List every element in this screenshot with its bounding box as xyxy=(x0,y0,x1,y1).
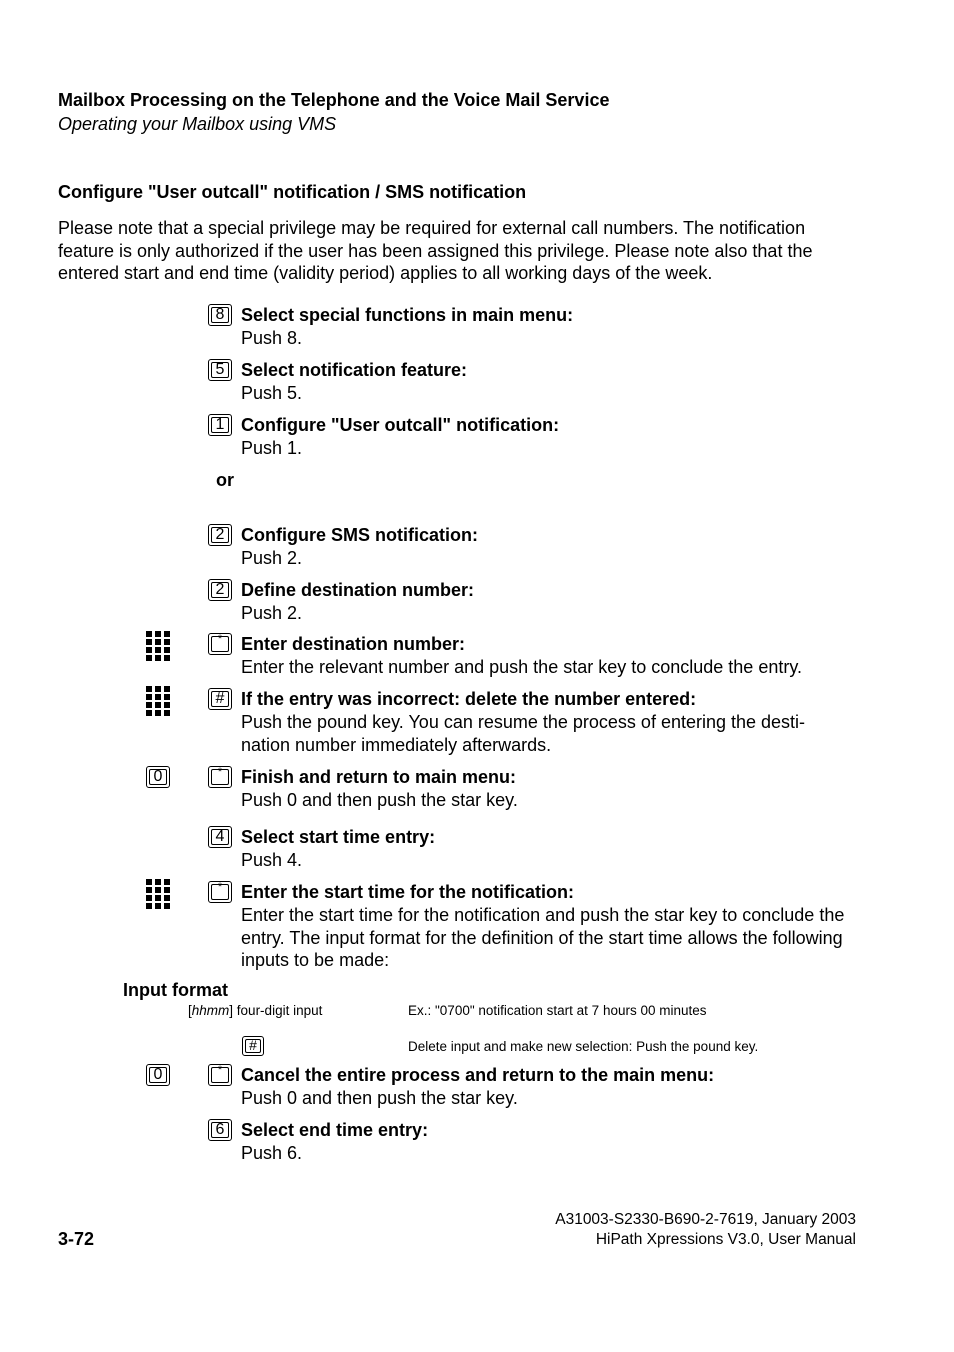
key-1-icon: 1 xyxy=(208,414,232,436)
step-text: Push 2. xyxy=(241,548,303,568)
intro-paragraph: Please note that a special privilege may be required for external call numbers. The notification feature is only authorized if the user has been assigned this privilege. Please note also that the entered start and end time (validity period) applies to all working days of the week. xyxy=(58,218,813,283)
step-heading: Enter the start time for the notification: xyxy=(241,882,575,902)
input-format-code: hhmm xyxy=(191,1003,230,1018)
pound-key-icon: # xyxy=(242,1036,264,1056)
step-text: Push 2. xyxy=(241,603,303,623)
page-number: 3-72 xyxy=(58,1229,95,1249)
section-title: Configure "User outcall" notification / SMS notification xyxy=(58,182,527,202)
bracket-close: ] xyxy=(229,1003,234,1018)
key-6-icon: 6 xyxy=(208,1119,232,1141)
step-heading: Select notification feature: xyxy=(241,360,468,380)
step-heading: Cancel the entire process and return to the main menu: xyxy=(241,1065,715,1085)
star-key-icon: * xyxy=(208,633,232,655)
star-key-icon: * xyxy=(208,1064,232,1086)
input-format-example: Ex.: "0700" notification start at 7 hours 00 minutes xyxy=(408,1003,707,1018)
footer-doc-id: A31003-S2330-B690-2-7619, January 2003 xyxy=(555,1211,856,1228)
step-heading: Configure "User outcall" notification: xyxy=(241,415,560,435)
delete-input-note: Delete input and make new selection: Push the pound key. xyxy=(408,1039,759,1054)
keypad-icon xyxy=(146,879,170,909)
or-separator: or xyxy=(216,470,234,490)
star-key-icon: * xyxy=(208,881,232,903)
key-5-icon: 5 xyxy=(208,359,232,381)
key-0-icon: 0 xyxy=(146,766,170,788)
step-heading: Define destination number: xyxy=(241,580,475,600)
keypad-icon xyxy=(146,686,170,716)
step-text: Push 6. xyxy=(241,1143,303,1163)
bracket-open: [ xyxy=(188,1003,192,1018)
pound-key-icon: # xyxy=(208,688,232,710)
step-heading: Finish and return to main menu: xyxy=(241,767,517,787)
step-text: Push 8. xyxy=(241,328,303,348)
step-text: Push 0 and then push the star key. xyxy=(241,1088,518,1108)
key-8-icon: 8 xyxy=(208,304,232,326)
step-text: Enter the start time for the notification and push the star key to conclude the entry. The input format for the definition of the start time allows the following inputs to be made: xyxy=(241,905,845,970)
running-header-title: Mailbox Processing on the Telephone and the Voice Mail Service xyxy=(58,90,610,110)
running-header-subtitle: Operating your Mailbox using VMS xyxy=(58,114,337,134)
key-2-icon: 2 xyxy=(208,579,232,601)
keypad-icon xyxy=(146,631,170,661)
step-heading: Select start time entry: xyxy=(241,827,436,847)
step-heading: Enter destination number: xyxy=(241,634,466,654)
step-heading: Configure SMS notification: xyxy=(241,525,478,545)
step-text: Push 4. xyxy=(241,850,303,870)
step-heading: Select special functions in main menu: xyxy=(241,305,574,325)
step-text: Push 1. xyxy=(241,438,303,458)
step-text: Push 0 and then push the star key. xyxy=(241,790,518,810)
star-key-icon: * xyxy=(208,766,232,788)
input-format-row xyxy=(188,1003,322,1018)
step-text: Push the pound key. You can resume the process of entering the desti-nation number immediately afterwards. xyxy=(241,712,806,755)
input-format-title: Input format xyxy=(123,980,228,1000)
step-text: Enter the relevant number and push the star key to conclude the entry. xyxy=(241,657,802,677)
key-4-icon: 4 xyxy=(208,826,232,848)
step-text: Push 5. xyxy=(241,383,303,403)
key-0-icon: 0 xyxy=(146,1064,170,1086)
step-heading: Select end time entry: xyxy=(241,1120,429,1140)
input-format-desc: four-digit input xyxy=(233,1003,323,1018)
key-2-icon: 2 xyxy=(208,524,232,546)
step-heading: If the entry was incorrect: delete the number entered: xyxy=(241,689,697,709)
footer-manual-title: HiPath Xpressions V3.0, User Manual xyxy=(595,1231,856,1248)
